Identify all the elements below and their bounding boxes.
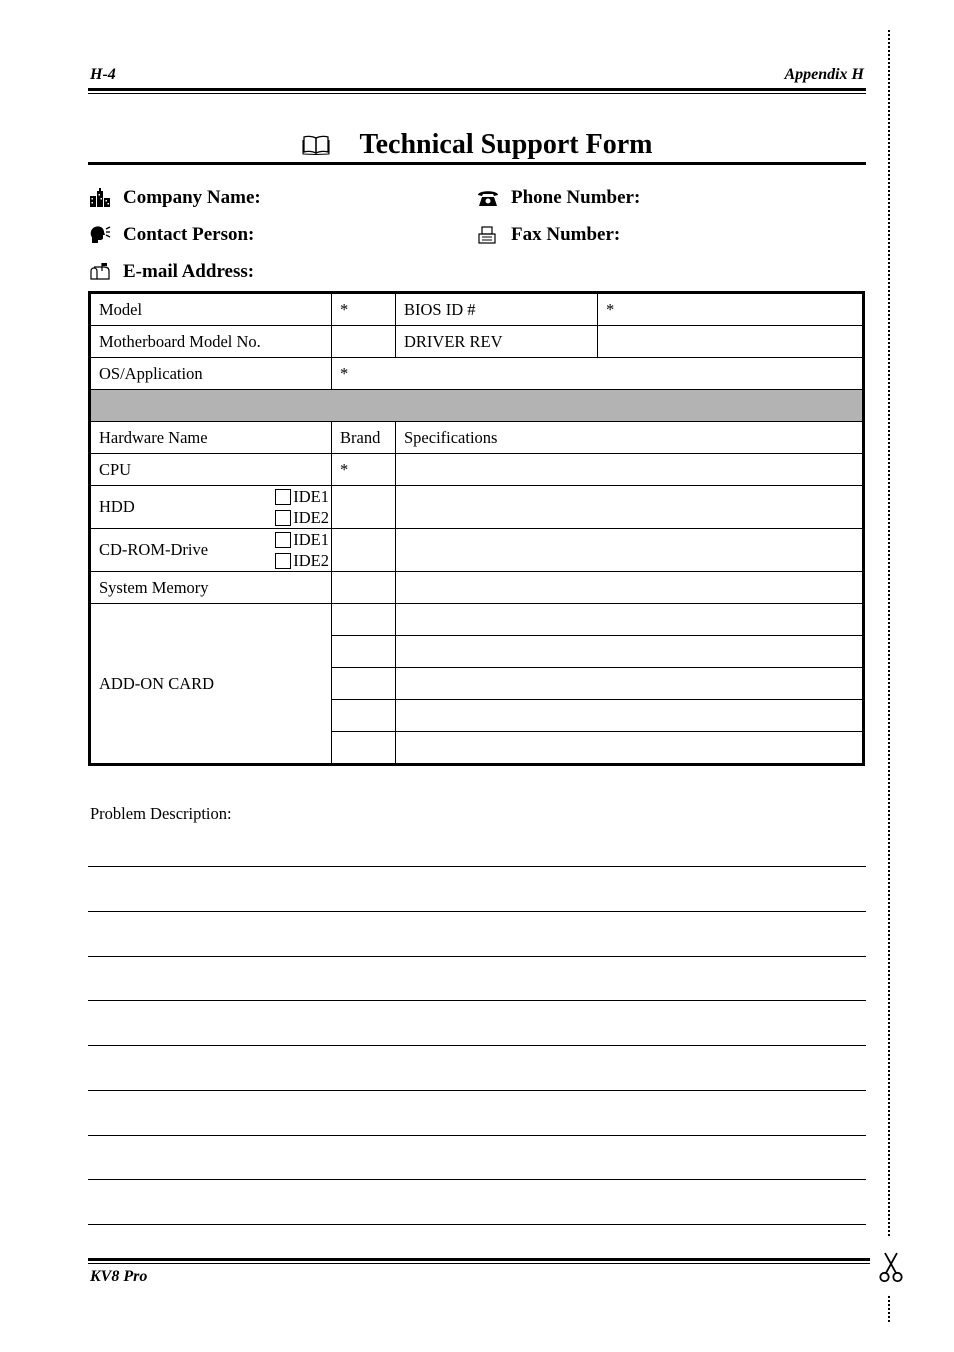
product-name: KV8 Pro	[90, 1268, 148, 1285]
problem-line[interactable]	[88, 866, 866, 867]
cpu-brand-input[interactable]: *	[332, 454, 396, 486]
cdrom-label: CD-ROM-Drive	[99, 540, 209, 559]
mailbox-icon	[89, 262, 111, 282]
hardware-info-table	[88, 291, 865, 766]
hdd-brand-input[interactable]	[332, 486, 396, 529]
col-hardware-name: Hardware Name	[90, 422, 332, 454]
page-number: H-4	[90, 66, 116, 83]
cdrom-ide1-checkbox[interactable]	[275, 532, 291, 548]
contact-person-label: Contact Person:	[123, 224, 255, 245]
phone-number-field[interactable]	[477, 187, 640, 209]
addon-specs-input[interactable]	[396, 700, 864, 732]
email-address-label: E-mail Address:	[123, 261, 255, 282]
cut-line-bottom	[888, 1296, 890, 1322]
col-brand: Brand	[332, 422, 396, 454]
footer-rule-thick	[88, 1258, 870, 1261]
contact-person-field[interactable]	[89, 224, 254, 246]
addon-specs-input[interactable]	[396, 636, 864, 668]
email-address-field[interactable]	[89, 261, 254, 283]
table-row	[90, 358, 864, 390]
cdrom-brand-input[interactable]	[332, 529, 396, 572]
driver-rev-input[interactable]	[598, 326, 864, 358]
company-name-field[interactable]	[89, 187, 261, 209]
gray-separator	[90, 390, 864, 422]
addon-specs-input[interactable]	[396, 668, 864, 700]
phone-number-label: Phone Number:	[511, 187, 641, 208]
fax-icon	[477, 225, 499, 245]
motherboard-model-label: Motherboard Model No.	[90, 326, 332, 358]
cdrom-ide2-checkbox[interactable]	[275, 553, 291, 569]
hdd-label: HDD	[99, 497, 135, 516]
addon-brand-input[interactable]	[332, 604, 396, 636]
cdrom-cell	[90, 529, 332, 572]
hdd-specs-input[interactable]	[396, 486, 864, 529]
scissors-icon	[878, 1251, 904, 1283]
book-icon	[302, 134, 330, 156]
form-title	[88, 128, 866, 162]
hdd-ide2-checkbox[interactable]	[275, 510, 291, 526]
table-row	[90, 572, 864, 604]
table-row	[90, 486, 864, 529]
addon-brand-input[interactable]	[332, 732, 396, 765]
section-title: Appendix H	[784, 66, 864, 83]
os-application-label: OS/Application	[90, 358, 332, 390]
model-input[interactable]: *	[332, 293, 396, 326]
addon-card-label: ADD-ON CARD	[90, 604, 332, 765]
memory-specs-input[interactable]	[396, 572, 864, 604]
memory-brand-input[interactable]	[332, 572, 396, 604]
addon-brand-input[interactable]	[332, 668, 396, 700]
header-rule-thick	[88, 88, 866, 91]
col-specifications: Specifications	[396, 422, 864, 454]
model-label: Model	[90, 293, 332, 326]
hdd-ide1-checkbox[interactable]	[275, 489, 291, 505]
telephone-icon	[477, 188, 499, 208]
cdrom-ide2-label: IDE2	[293, 551, 329, 570]
problem-line[interactable]	[88, 1000, 866, 1001]
title-rule	[88, 162, 866, 165]
cdrom-ide1-label: IDE1	[293, 530, 329, 549]
hdd-cell	[90, 486, 332, 529]
table-row	[90, 604, 864, 636]
fax-number-field[interactable]	[477, 224, 620, 246]
addon-specs-input[interactable]	[396, 604, 864, 636]
separator-row	[90, 390, 864, 422]
speaking-head-icon	[89, 225, 111, 245]
header-rule-thin	[88, 93, 866, 94]
cdrom-specs-input[interactable]	[396, 529, 864, 572]
buildings-icon	[89, 188, 111, 208]
company-name-label: Company Name:	[123, 187, 261, 208]
os-application-input[interactable]: *	[332, 358, 864, 390]
problem-line[interactable]	[88, 1090, 866, 1091]
hdd-ide1-label: IDE1	[293, 487, 329, 506]
table-row	[90, 293, 864, 326]
addon-specs-input[interactable]	[396, 732, 864, 765]
bios-id-label: BIOS ID #	[396, 293, 598, 326]
table-row	[90, 529, 864, 572]
title-text: Technical Support Form	[359, 129, 653, 160]
problem-line[interactable]	[88, 1224, 866, 1225]
motherboard-model-input[interactable]	[332, 326, 396, 358]
cpu-label: CPU	[90, 454, 332, 486]
footer-rule-thin	[88, 1263, 870, 1264]
addon-brand-input[interactable]	[332, 636, 396, 668]
addon-brand-input[interactable]	[332, 700, 396, 732]
bios-id-input[interactable]: *	[598, 293, 864, 326]
system-memory-label: System Memory	[90, 572, 332, 604]
problem-line[interactable]	[88, 1045, 866, 1046]
table-row	[90, 326, 864, 358]
table-header-row	[90, 422, 864, 454]
problem-line[interactable]	[88, 911, 866, 912]
table-row	[90, 454, 864, 486]
driver-rev-label: DRIVER REV	[396, 326, 598, 358]
problem-line[interactable]	[88, 956, 866, 957]
problem-line[interactable]	[88, 1135, 866, 1136]
cpu-specs-input[interactable]	[396, 454, 864, 486]
problem-line[interactable]	[88, 1179, 866, 1180]
problem-description-label: Problem Description:	[90, 804, 232, 823]
cut-line-top	[888, 30, 890, 1236]
fax-number-label: Fax Number:	[511, 224, 621, 245]
hdd-ide2-label: IDE2	[293, 508, 329, 527]
